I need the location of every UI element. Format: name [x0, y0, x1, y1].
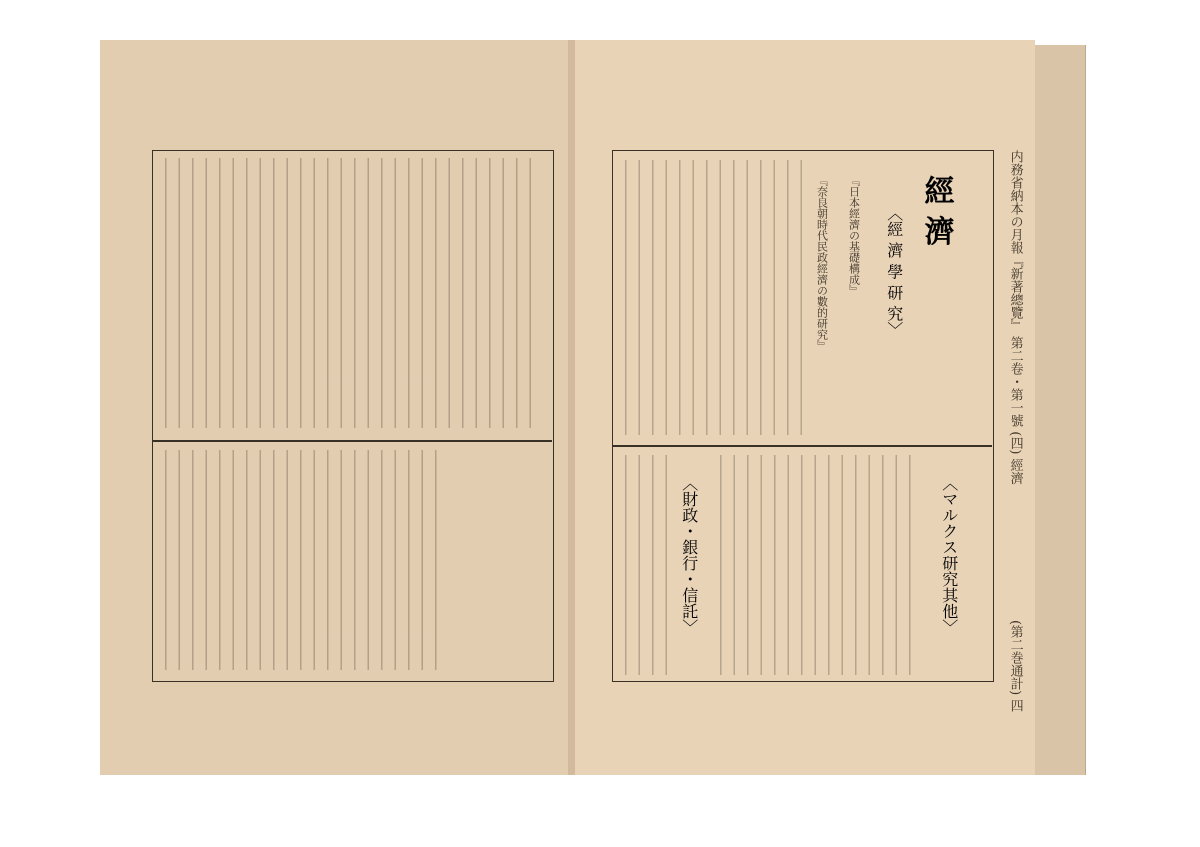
page-edge [1053, 45, 1072, 775]
left-column-text [165, 450, 445, 670]
left-divider [152, 440, 552, 442]
list-item: 『奈良朝時代民政經濟の數的研究』 [815, 175, 829, 351]
section-title: 〈財政・銀行・信託〉 [679, 475, 699, 635]
right-column-text [625, 160, 805, 435]
list-item: 『日本經濟の基礎構成』 [847, 175, 861, 296]
section-title: 〈マルクス研究其他〉 [939, 475, 959, 635]
right-divider [612, 445, 992, 447]
left-column-text [165, 158, 540, 428]
section-title: 經 濟 [918, 175, 954, 246]
section-subtitle: 〈經 濟 學 研 究〉 [884, 205, 904, 338]
right-lower-text [625, 455, 670, 675]
page-edge [1071, 45, 1086, 775]
right-lower-text [720, 455, 920, 675]
page-header: 内務省納本の月報『新著總覽』 第二卷・第一號 (四) 經濟 [1007, 150, 1023, 485]
page-edge [1035, 45, 1054, 775]
page-number: (第二巻通計) 四 [1007, 620, 1023, 713]
